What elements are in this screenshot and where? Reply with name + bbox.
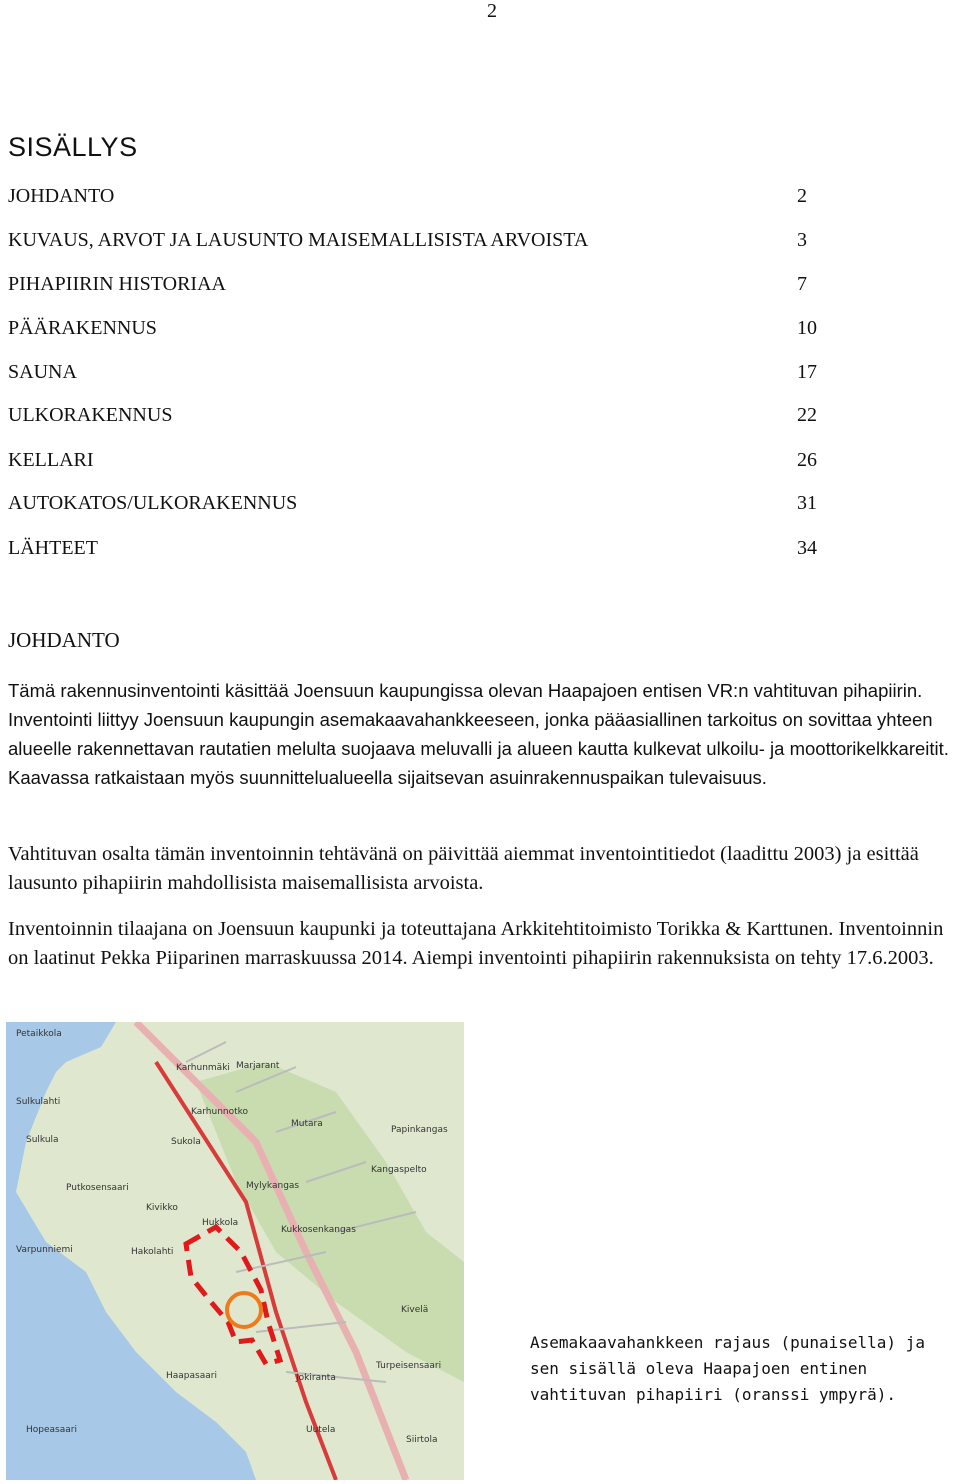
map-label: Kivikko [146, 1203, 178, 1213]
toc-entry-page: 7 [797, 273, 807, 295]
map-label: Hakolahti [131, 1247, 174, 1257]
map-caption: Asemakaavahankkeen rajaus (punaisella) ja sen sisällä oleva Haapajoen entinen vahtituvan pihapiiri (oranssi ympyrä). [530, 1333, 925, 1404]
map-label: Siirtola [406, 1435, 438, 1445]
map-label: Kivelä [401, 1305, 429, 1315]
map-label: Hukkola [202, 1218, 239, 1228]
map-label: Petaikkola [16, 1029, 62, 1039]
toc-entry-page: 26 [797, 449, 817, 471]
page-number: 2 [487, 0, 497, 22]
map-label: Uutela [306, 1425, 336, 1435]
map-label: Sukola [171, 1137, 201, 1147]
map-label: Hopeasaari [26, 1425, 77, 1435]
map-label: Varpunniemi [16, 1245, 73, 1255]
toc-entry-title: LÄHTEET [8, 537, 98, 559]
toc-entry-page: 34 [797, 537, 817, 559]
map-label: Karhunnotko [191, 1107, 249, 1117]
map-label: Mylykangas [246, 1181, 300, 1191]
toc-entry-page: 17 [797, 361, 817, 383]
toc-entry-page: 2 [797, 185, 807, 207]
map-label: Mutara [291, 1119, 323, 1129]
toc-entry-title: ULKORAKENNUS [8, 404, 173, 426]
map-label: Haapasaari [166, 1371, 217, 1381]
toc-entry-page: 31 [797, 492, 817, 514]
map-label: Sulkulahti [16, 1097, 61, 1107]
map-label: Papinkangas [391, 1125, 448, 1135]
intro-paragraph: Inventoinnin tilaajana on Joensuun kaupunki ja toteuttajana Arkkitehtitoimisto Torikka & Karttunen. Inventoinnin on laatinut Pekka Piiparinen marraskuussa 2014. Aiempi inventointi pihapiirin rakennuksista on tehty 17.6.2003. [8, 918, 944, 969]
map-label: Putkosensaari [66, 1183, 129, 1193]
map-label: Turpeisensaari [376, 1361, 442, 1371]
toc-entry-page: 10 [797, 317, 817, 339]
toc-title: SISÄLLYS [8, 132, 138, 162]
toc-entry-page: 3 [797, 229, 807, 251]
map-label: Marjarant [236, 1061, 280, 1071]
toc-entry-page: 22 [797, 404, 817, 426]
site-map [6, 1022, 464, 1480]
toc-entry-title: KELLARI [8, 449, 94, 471]
intro-heading: JOHDANTO [8, 628, 120, 652]
map-label: Kangaspelto [371, 1165, 427, 1175]
toc-entry-title: PÄÄRAKENNUS [8, 317, 157, 339]
toc-entry-title: PIHAPIIRIN HISTORIAA [8, 273, 226, 295]
map-label: Jokiranta [296, 1373, 336, 1383]
map-label: Kukkosenkangas [281, 1225, 356, 1235]
toc-entry-title: JOHDANTO [8, 185, 115, 207]
map-label: Sulkula [26, 1135, 59, 1145]
intro-paragraph: Vahtituvan osalta tämän inventoinnin tehtävänä on päivittää aiemmat inventointitiedot (laadittu 2003) ja esittää lausunto pihapiirin mahdollisista maisemallisista arvoista. [8, 843, 919, 894]
caption-box [520, 1322, 960, 1482]
map-label: Karhunmäki [176, 1063, 230, 1073]
toc-entry-title: KUVAUS, ARVOT JA LAUSUNTO MAISEMALLISISTA ARVOISTA [8, 229, 589, 251]
toc-entry-title: SAUNA [8, 361, 77, 383]
intro-paragraph: Tämä rakennusinventointi käsittää Joensuun kaupungissa olevan Haapajoen entisen VR:n vahtituvan pihapiirin. Inventointi liittyy Joensuun kaupungin asemakaavahankkeeseen, jonka pääasiallinen tarkoitus on sovittaa yhteen alueelle rakennettavan rautatien melulta suojaava meluvalli ja alueen kautta kulkevat ulkoilu- ja moottorikelkkareitit. Kaavassa ratkaistaan myös suunnittelualueella sijaitsevan asuinrakennuspaikan tulevaisuus. [8, 680, 949, 788]
toc-entry-title: AUTOKATOS/ULKORAKENNUS [8, 492, 298, 514]
